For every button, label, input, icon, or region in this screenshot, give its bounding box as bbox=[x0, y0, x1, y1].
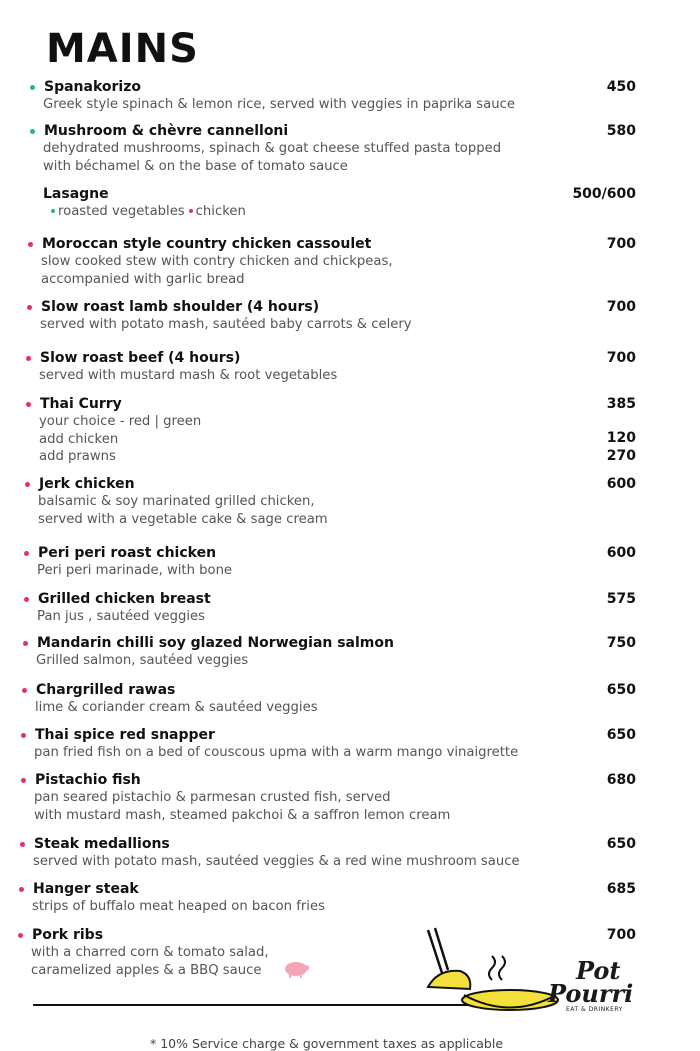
nonveg-dot-icon bbox=[23, 641, 28, 646]
item-name: Jerk chicken bbox=[39, 476, 135, 492]
item-name: Spanakorizo bbox=[44, 79, 141, 95]
item-description: served with potato mash, sautéed veggies & a red wine mushroom sauce bbox=[33, 854, 520, 869]
item-price: 575 bbox=[606, 591, 636, 607]
item-name: Thai spice red snapper bbox=[35, 727, 215, 743]
item-description: pan seared pistachio & parmesan crusted fish, served bbox=[34, 790, 391, 805]
item-description: slow cooked stew with contry chicken and chickpeas, bbox=[41, 254, 393, 269]
footer-note: * 10% Service charge & government taxes as applicable bbox=[150, 1036, 504, 1051]
nonveg-dot-icon bbox=[20, 842, 25, 847]
nonveg-dot-icon bbox=[18, 933, 23, 938]
item-price: 450 bbox=[606, 79, 636, 95]
option-label: roasted vegetables bbox=[58, 204, 185, 219]
item-price: 680 bbox=[606, 772, 636, 788]
item-price: 650 bbox=[606, 836, 636, 852]
item-name: Hanger steak bbox=[33, 881, 139, 897]
veg-dot-icon bbox=[30, 129, 35, 134]
item-name: Pork ribs bbox=[32, 927, 104, 943]
veg-dot-icon bbox=[51, 209, 55, 213]
item-price: 700 bbox=[606, 236, 636, 252]
item-extra-price: 120 bbox=[606, 430, 636, 446]
item-price: 700 bbox=[606, 927, 636, 943]
item-name: Mushroom & chèvre cannelloni bbox=[44, 123, 289, 139]
item-name: Chargrilled rawas bbox=[36, 682, 176, 698]
item-name: Slow roast lamb shoulder (4 hours) bbox=[41, 299, 320, 315]
item-price: 385 bbox=[606, 396, 636, 412]
nonveg-dot-icon bbox=[27, 305, 32, 310]
item-name: Lasagne bbox=[43, 186, 109, 202]
nonveg-dot-icon bbox=[25, 482, 30, 487]
item-price: 650 bbox=[606, 682, 636, 698]
item-name: Slow roast beef (4 hours) bbox=[40, 350, 241, 366]
nonveg-dot-icon bbox=[28, 242, 33, 247]
item-price: 500/600 bbox=[572, 186, 636, 202]
logo-line2: Pourri bbox=[548, 979, 634, 1008]
logo-tagline: EAT & DRINKERY bbox=[566, 1006, 623, 1013]
item-description: served with mustard mash & root vegetables bbox=[39, 368, 338, 383]
item-description: Pan jus , sautéed veggies bbox=[37, 609, 206, 624]
item-name: Grilled chicken breast bbox=[38, 591, 211, 607]
page-title: MAINS bbox=[46, 26, 199, 72]
item-price: 650 bbox=[606, 727, 636, 743]
nonveg-dot-icon bbox=[24, 551, 29, 556]
nonveg-dot-icon bbox=[26, 402, 31, 407]
item-options bbox=[51, 203, 246, 221]
item-price: 750 bbox=[606, 635, 636, 651]
item-name: Peri peri roast chicken bbox=[38, 545, 217, 561]
logo-illustration bbox=[420, 925, 560, 1020]
item-description: pan fried fish on a bed of couscous upma with a warm mango vinaigrette bbox=[34, 745, 519, 760]
item-name: Moroccan style country chicken cassoulet bbox=[42, 236, 372, 252]
item-price: 600 bbox=[606, 476, 636, 492]
nonveg-dot-icon bbox=[19, 887, 24, 892]
item-description: Peri peri marinade, with bone bbox=[37, 563, 233, 578]
item-description: with mustard mash, steamed pakchoi & a saffron lemon cream bbox=[34, 807, 451, 823]
nonveg-dot-icon bbox=[21, 778, 26, 783]
item-price: 685 bbox=[606, 881, 636, 897]
nonveg-dot-icon bbox=[21, 733, 26, 738]
item-name: Steak medallions bbox=[34, 836, 170, 852]
item-description: Grilled salmon, sautéed veggies bbox=[36, 653, 249, 668]
option-label: chicken bbox=[195, 204, 246, 219]
item-description: add chicken bbox=[39, 431, 119, 447]
item-price: 700 bbox=[606, 299, 636, 315]
nonveg-dot-icon bbox=[26, 356, 31, 361]
item-name: Pistachio fish bbox=[35, 772, 141, 788]
nonveg-dot-icon bbox=[189, 209, 193, 213]
item-description: accompanied with garlic bread bbox=[41, 271, 245, 287]
item-description: served with a vegetable cake & sage cream bbox=[38, 511, 328, 527]
item-description: served with potato mash, sautéed baby carrots & celery bbox=[40, 317, 412, 332]
logo bbox=[548, 956, 658, 1013]
item-description: lime & coriander cream & sautéed veggies bbox=[35, 700, 318, 715]
item-description: caramelized apples & a BBQ sauce bbox=[31, 962, 262, 978]
item-price: 600 bbox=[606, 545, 636, 561]
nonveg-dot-icon bbox=[24, 597, 29, 602]
item-name: Thai Curry bbox=[40, 396, 122, 412]
item-price: 580 bbox=[606, 123, 636, 139]
item-description: dehydrated mushrooms, spinach & goat cheese stuffed pasta topped bbox=[43, 141, 502, 156]
item-description: with béchamel & on the base of tomato sauce bbox=[43, 158, 348, 174]
item-description: balsamic & soy marinated grilled chicken, bbox=[38, 494, 315, 509]
nonveg-dot-icon bbox=[22, 688, 27, 693]
item-description: with a charred corn & tomato salad, bbox=[31, 945, 269, 960]
item-name: Mandarin chilli soy glazed Norwegian salmon bbox=[37, 635, 394, 651]
veg-dot-icon bbox=[30, 85, 35, 90]
item-description: Greek style spinach & lemon rice, served with veggies in paprika sauce bbox=[43, 97, 515, 112]
item-price: 700 bbox=[606, 350, 636, 366]
logo-line1: Pot bbox=[576, 956, 621, 985]
item-description: add prawns bbox=[39, 449, 116, 464]
pig-icon bbox=[282, 958, 310, 978]
item-extra-price: 270 bbox=[606, 447, 636, 464]
item-description: strips of buffalo meat heaped on bacon fries bbox=[32, 899, 325, 914]
item-description: your choice - red | green bbox=[39, 414, 202, 429]
